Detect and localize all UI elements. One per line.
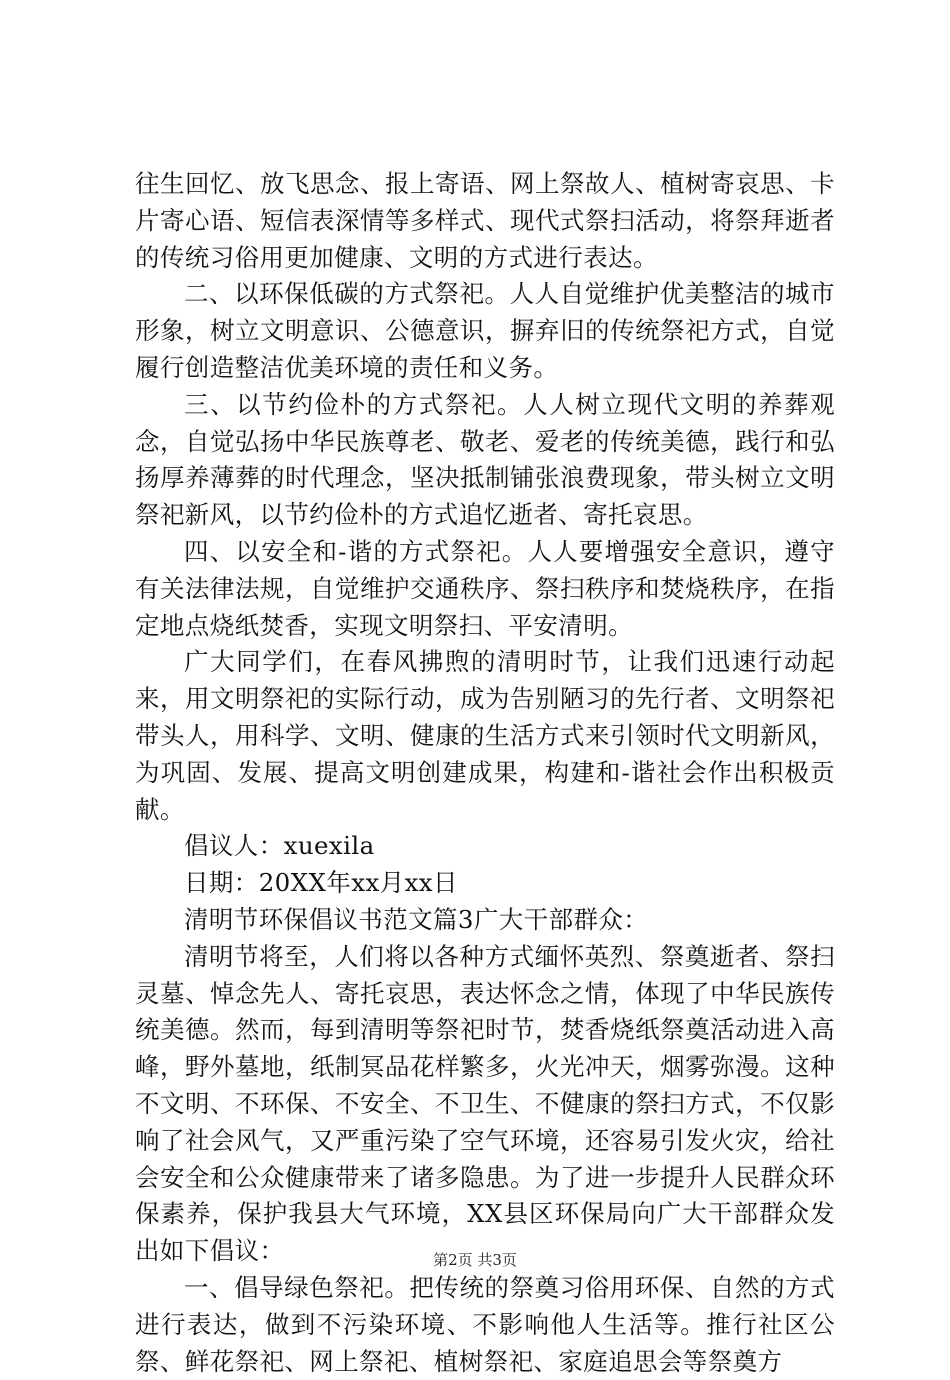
- paragraph-closing-appeal: 广大同学们，在春风拂煦的清明时节，让我们迅速行动起来，用文明祭祀的实际行动，成为告别陋习的先行者、文明祭祀带头人，用科学、文明、健康的生活方式来引领时代文明新风，为巩固、发展、提高文明创建成果，构建和-谐社会作出积极贡献。: [135, 647, 835, 824]
- paragraph-item-3: 三、以节约俭朴的方式祭祀。人人树立现代文明的养葬观念，自觉弘扬中华民族尊老、敬老、爱老的传统美德，践行和弘扬厚养薄葬的时代理念，坚决抵制铺张浪费现象，带头树立文明祭祀新风，以节约俭朴的方式追忆逝者、寄托哀思。: [135, 389, 835, 530]
- paragraph-item-1: 一、倡导绿色祭祀。把传统的祭奠习俗用环保、自然的方式进行表达，做到不污染环境、不影响他人生活等。推行社区公祭、鲜花祭祀、网上祭祀、植树祭祀、家庭追思会等祭奠方: [135, 1272, 835, 1376]
- date-line: 日期：20XX年xx月xx日: [184, 868, 458, 898]
- paragraph-continuation: 往生回忆、放飞思念、报上寄语、网上祭故人、植树寄哀思、卡片寄心语、短信表深情等多样式、现代式祭扫活动，将祭拜逝者的传统习俗用更加健康、文明的方式进行表达。: [135, 169, 835, 272]
- page-footer: 第2页 共3页: [433, 1251, 517, 1269]
- document-body: [135, 166, 835, 1380]
- signature-line: 倡议人：xuexila: [184, 831, 375, 861]
- section-heading: 清明节环保倡议书范文篇3广大干部群众：: [184, 904, 649, 934]
- paragraph-item-4: 四、以安全和-谐的方式祭祀。人人要增强安全意识，遵守有关法律法规，自觉维护交通秩序、祭扫秩序和焚烧秩序，在指定地点烧纸焚香，实现文明祭扫、平安清明。: [135, 536, 835, 640]
- paragraph-item-2: 二、以环保低碳的方式祭祀。人人自觉维护优美整洁的城市形象，树立文明意识、公德意识，摒弃旧的传统祭祀方式，自觉履行创造整洁优美环境的责任和义务。: [135, 279, 835, 382]
- paragraph-intro: 清明节将至，人们将以各种方式缅怀英烈、祭奠逝者、祭扫灵墓、悼念先人、寄托哀思，表达怀念之情，体现了中华民族传统美德。然而，每到清明等祭祀时节，焚香烧纸祭奠活动进入高峰，野外墓地，纸制冥品花样繁多，火光冲天，烟雾弥漫。这种不文明、不环保、不安全、不卫生、不健康的祭扫方式，不仅影响了社会风气，又严重污染了空气环境，还容易引发火灾，给社会安全和公众健康带来了诸多隐患。为了进一步提升人民群众环保素养，保护我县大气环境，XX县区环保局向广大干部群众发出如下倡议：: [135, 941, 835, 1266]
